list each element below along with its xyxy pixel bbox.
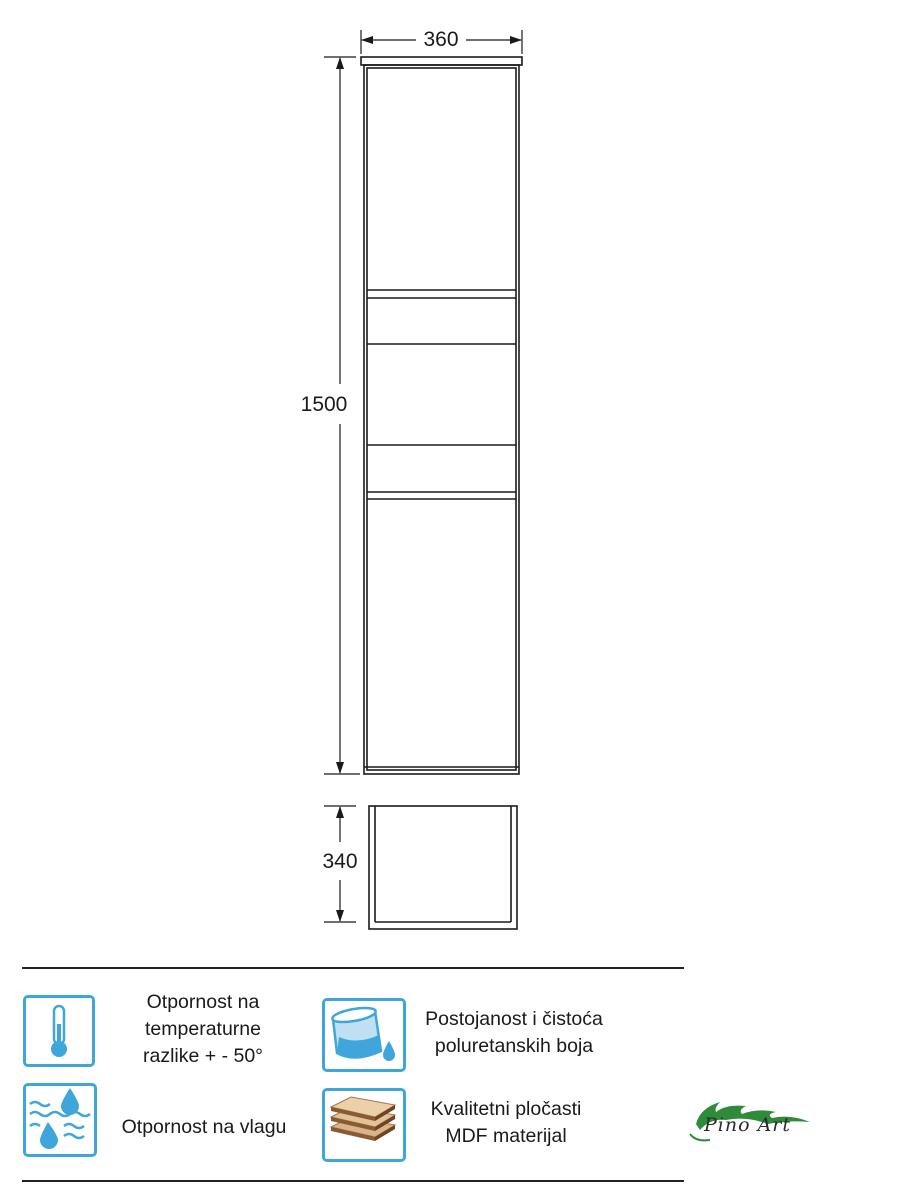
feature-polyurethane-text: Postojanost i čistoća poluretanskih boja	[425, 1008, 603, 1057]
cabinet-inner-frame	[367, 68, 516, 770]
brand-name: Pino Art	[704, 1114, 792, 1136]
bottom-divider	[22, 1180, 684, 1182]
feature-moisture-text: Otpornost na vlagu	[121, 1116, 287, 1138]
depth-label: 340	[322, 850, 358, 873]
height-label: 1500	[300, 393, 348, 416]
thermometer-icon	[23, 995, 95, 1067]
top-divider	[22, 967, 684, 969]
pino-art-logo	[686, 1094, 836, 1150]
water-drops-icon	[23, 1083, 97, 1157]
mdf-boards-icon	[322, 1088, 406, 1162]
cabinet-front-view	[361, 57, 522, 774]
cabinet-top-view	[369, 806, 517, 929]
width-label: 360	[423, 28, 459, 51]
cabinet-body	[364, 65, 519, 774]
feature-mdf-text: Kvalitetni pločasti MDF materijal	[430, 1098, 582, 1147]
feature-temperature-text: Otpornost na temperaturne razlike + - 50°	[143, 991, 263, 1067]
paint-bucket-icon	[322, 998, 406, 1072]
cabinet-top-cap	[361, 57, 522, 65]
